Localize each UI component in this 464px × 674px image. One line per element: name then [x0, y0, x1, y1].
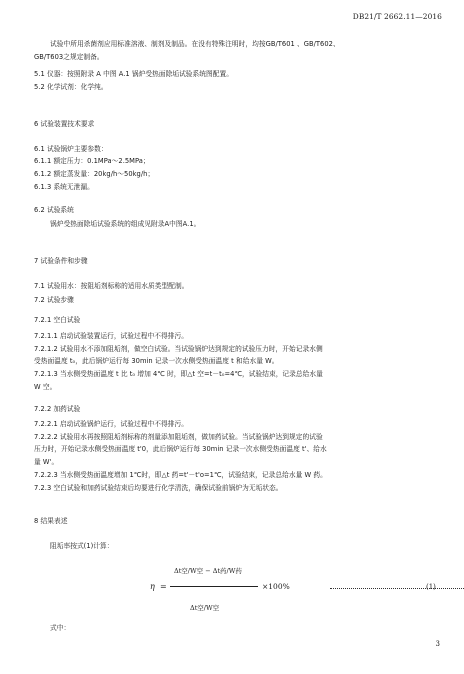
text-line: 6.1.1 额定压力：0.1MPa～2.5MPa； — [34, 157, 150, 165]
subsection-heading: 7.2.1 空白试验 — [34, 316, 81, 324]
text-line: 量 W'。 — [34, 458, 59, 466]
formula-numerator: Δt空/W空 − Δt药/W药 — [174, 567, 242, 575]
section-heading: 7 试验条件和步骤 — [34, 257, 88, 265]
text-line: 7.2.2.2 试验用水再按照阻垢剂标称的剂量添加阻垢剂，做加药试验。当试验锅炉达到规定的试验 — [34, 433, 323, 441]
fraction-bar — [170, 586, 258, 587]
text-line: 试验中所用杀菌剂应用标准溶液、制剂及制品。在没有特殊注明时，均按GB/T601 、GB/T602、 — [50, 40, 340, 48]
subsection-heading: 6.2 试验系统 — [34, 206, 74, 214]
text-line: 6.1 试验锅炉主要参数： — [34, 145, 108, 153]
formula-label: (1) — [426, 583, 436, 591]
text-line: 阻垢率按式(1)计算： — [50, 542, 114, 550]
text-line: 6.1.3 系统无泄漏。 — [34, 183, 94, 191]
formula-leader-dots — [330, 588, 464, 589]
text-line: 7.2.1.3 当水侧受热面温度 t 比 t₀ 增加 4℃ 时，即△t 空=t－t₀=4℃，试验结束，记录总给水量 — [34, 370, 323, 378]
text-line: W 空。 — [34, 383, 57, 391]
text-line: 式中： — [50, 624, 71, 632]
formula-factor: ×100% — [262, 582, 290, 591]
text-line: 锅炉受热面除垢试验系统的组成见附录A中图A.1。 — [50, 220, 201, 228]
text-line: 压力时，开始记录水侧受热面温度 t'0，此后锅炉运行每 30min 记录一次水侧受热面温度 t'、给水 — [34, 445, 327, 453]
text-line: 受热面温度 t₀，此后锅炉运行每 30min 记录一次水侧受热面温度 t 和给水量 W。 — [34, 357, 279, 365]
page-number: 3 — [435, 640, 440, 648]
formula-lhs: η — [150, 582, 155, 591]
subsection-heading: 7.2 试验步骤 — [34, 296, 74, 304]
text-line: GB/T603之规定制备。 — [34, 53, 104, 61]
text-line: 5.2 化学试剂：化学纯。 — [34, 83, 108, 91]
text-line: 7.2.1.1 启动试验装置运行，试验过程中不得排污。 — [34, 332, 188, 340]
text-line: 5.1 仪器：按照附录 A 中图 A.1 锅炉受热面除垢试验系统图配置。 — [34, 70, 233, 78]
subsection-heading: 7.2.2 加药试验 — [34, 405, 81, 413]
formula-denominator: Δt空/W空 — [190, 604, 220, 612]
document-id: DB21/T 2662.11—2016 — [352, 12, 442, 21]
section-heading: 6 试验装置技术要求 — [34, 120, 95, 128]
text-line: 7.2.2.3 当水侧受热面温度增加 1℃时，即△t 药=t'－t'o=1℃，试验结束，记录总给水量 W 药。 — [34, 471, 327, 479]
text-line: 7.1 试验用水：按阻垢剂标称的适用水质类型配制。 — [34, 282, 189, 290]
text-line: 7.2.2.1 启动试验锅炉运行，试验过程中不得排污。 — [34, 420, 188, 428]
text-line: 6.1.2 额定蒸发量：20kg/h～50kg/h； — [34, 170, 155, 178]
text-line: 7.2.3 空白试验和加药试验结束后均要进行化学清洗，确保试验前锅炉为无垢状态。 — [34, 484, 283, 492]
efficiency-formula — [150, 566, 450, 626]
section-heading: 8 结果表述 — [34, 517, 68, 525]
text-line: 7.2.1.2 试验用水不添加阻垢剂，做空白试验。当试验锅炉达到规定的试验压力时，开始记录水侧 — [34, 345, 323, 353]
formula-equals: = — [160, 582, 167, 591]
